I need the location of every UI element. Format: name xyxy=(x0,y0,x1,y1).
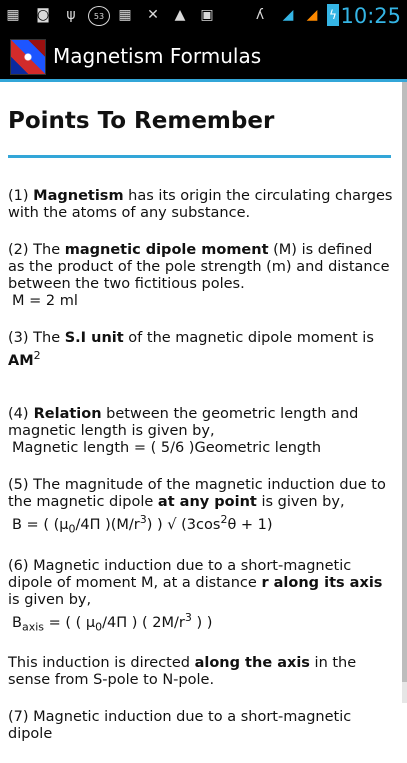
point-7: (7) Magnetic induction due to a short-magnetic dipole xyxy=(8,709,352,743)
gallery-icon: ▣ xyxy=(200,7,214,23)
title-divider xyxy=(8,155,391,158)
warning-icon: ▲ xyxy=(174,7,186,23)
signal-icon: ◢ xyxy=(306,7,318,23)
formula-induction-axis: $B_{axis}$ = ( ( $\mu_0/4\Pi$ ) ( $2M/r^3$ ) ) xyxy=(12,610,213,634)
page-title: Points To Remember xyxy=(8,108,275,134)
app-logo-icon[interactable] xyxy=(10,39,46,75)
formula-induction-any-point: B = ( ($\mu_0/4\Pi$ )$(M/r^3)$ ) √ $(3\cos^2\theta + 1)$ xyxy=(12,512,273,536)
point-2: (2) The magnetic dipole moment (M) is defined as the product of the pole strength (m) and distance between the two fictitious poles. M = 2 ml xyxy=(8,242,393,310)
app-title: Magnetism Formulas xyxy=(53,44,262,68)
bbm-icon: ▦ xyxy=(118,7,132,23)
content-area[interactable] xyxy=(0,82,401,743)
status-bar xyxy=(0,0,407,32)
points-list xyxy=(8,188,393,763)
signal-icon: ◢ xyxy=(282,7,294,23)
point-6: (6) Magnetic induction due to a short-magnetic dipole of moment M, at a distance r along its axis is given by, $B_{axis}$ = ( ( $\mu_0/4\Pi$ ) ( $2M/r^3$ ) ) xyxy=(8,558,393,636)
notification-count-icon: 53 xyxy=(88,6,110,26)
usb-icon: ψ xyxy=(66,7,76,23)
action-bar xyxy=(0,32,407,82)
bluetooth-icon: ʎ xyxy=(255,7,265,23)
android-icon: ◙ xyxy=(36,7,50,23)
status-time: 10:25 xyxy=(340,4,401,28)
point-6-note: This induction is directed along the axis in the sense from S-pole to N-pole. xyxy=(8,655,357,689)
point-1: (1) Magnetism has its origin the circulating charges with the atoms of any substance. xyxy=(8,188,393,221)
scrollbar-thumb[interactable] xyxy=(402,82,407,682)
formula-magnetic-length: Magnetic length = ( 5/6 )Geometric length xyxy=(12,439,322,456)
formula-dipole-moment: M = 2 ml xyxy=(12,293,78,309)
battery-charging-icon: ϟ xyxy=(327,4,339,26)
point-5: (5) The magnitude of the magnetic induction due to the magnetic dipole at any point is given by, B = ( ($\mu_0/4\Pi$ )$(M/r^3)$ ) √ $(3\cos^2\theta + 1)$ xyxy=(8,477,393,538)
bbm-icon: ▦ xyxy=(6,7,20,23)
sync-disabled-icon: ✕ xyxy=(147,7,159,23)
point-4: (4) Relation between the geometric length and magnetic length is given by, Magnetic length = ( 5/6 )Geometric length xyxy=(8,406,393,457)
point-3: (3) The S.I unit of the magnetic dipole moment is $AM^2$ xyxy=(8,330,374,369)
